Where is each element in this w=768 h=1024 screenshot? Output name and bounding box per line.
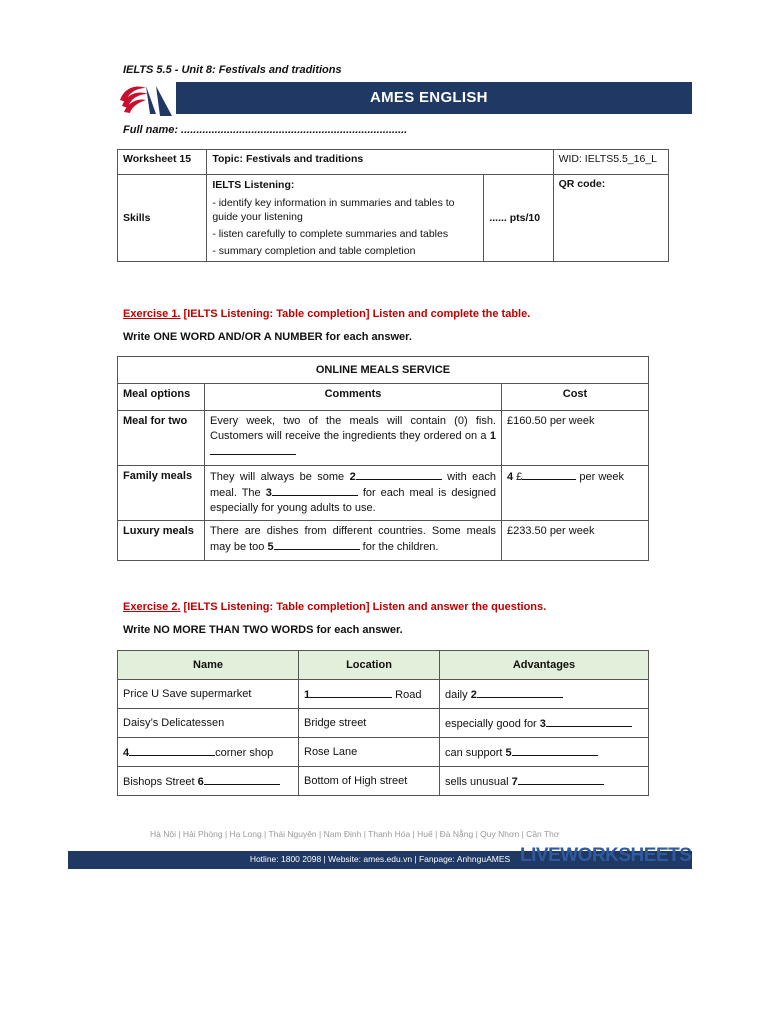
exercise-1-title [123,304,530,322]
advantage-text: especially good for [445,718,540,730]
location-text: Road [392,689,422,701]
column-header: Location [299,651,440,680]
comment-text: for each meal is designed especially for young adults to use. [210,487,496,514]
online-meals-table [117,356,649,561]
shop-name: Price U Save supermarket [118,680,299,709]
question-number: 4 [507,471,514,483]
brand-name: AMES ENGLISH [370,89,488,106]
footer-contact: Hotline: 1800 2098 | Website: ames.edu.vn | Fanpage: AnhnguAMES [249,854,511,864]
comment-text: for the children. [359,541,439,553]
cost-cell [502,466,649,521]
exercise-2-instruction: Write NO MORE THAN TWO WORDS for each answer. [123,624,403,636]
comment-text: Every week, two of the meals will contain (0) fish. Customers will receive the ingredients they ordered on a [210,415,496,442]
question-number: 5 [505,747,512,759]
table-row [118,521,649,561]
ames-logo-icon [116,80,174,118]
question-number: 2 [349,471,356,483]
column-header: Cost [502,384,649,411]
answer-blank-ex2-2[interactable] [477,687,563,698]
liveworksheets-watermark: LIVEWORKSHEETS [520,845,692,866]
question-number: 6 [197,776,204,788]
shops-table [117,650,649,796]
table-row [118,738,649,767]
table-row [118,709,649,738]
comment-cell [205,411,502,466]
advantage-text: daily [445,689,471,701]
skills-cell [207,175,484,262]
location-cell [299,680,440,709]
location-cell: Bottom of High street [299,767,440,796]
question-number: 7 [511,776,518,788]
question-number: 3 [539,718,546,730]
advantage-text: sells unusual [445,776,512,788]
advantage-cell [440,680,649,709]
table-row [118,767,649,796]
comment-cell [205,521,502,561]
skill-item: - identify key information in summaries and tables to guide your listening [212,197,455,223]
city-list: Hà Nội | Hải Phòng | Hạ Long | Thái Nguyên | Nam Định | Thanh Hóa | Huế | Đà Nẵng | Quy Nhơn | Cần Thơ [150,829,560,839]
exercise-1-instruction: Write ONE WORD AND/OR A NUMBER for each answer. [123,331,412,343]
answer-blank-ex2-6[interactable] [204,774,280,785]
answer-blank-3[interactable] [272,485,358,496]
skill-item: - listen carefully to complete summaries and tables [212,228,449,240]
column-header: Advantages [440,651,649,680]
shop-name [118,767,299,796]
skills-title: IELTS Listening: [212,179,295,191]
meal-option: Luxury meals [118,521,205,561]
exercise-1-number: Exercise 1. [123,308,181,320]
document-title: IELTS 5.5 - Unit 8: Festivals and traditions [123,64,342,76]
topic-cell: Topic: Festivals and traditions [207,150,553,175]
question-number: 1 [489,430,496,442]
answer-blank-ex2-4[interactable] [129,745,215,756]
location-cell: Bridge street [299,709,440,738]
table-row [118,411,649,466]
cost-text: per week [576,471,625,483]
points-cell[interactable]: ...... pts/10 [484,175,553,262]
comment-cell [205,466,502,521]
full-name-field[interactable]: Full name: .......................................................................... [123,124,408,136]
question-number: 5 [267,541,274,553]
answer-blank-ex2-1[interactable] [310,687,392,698]
answer-blank-ex2-5[interactable] [512,745,598,756]
worksheet-number: Worksheet 15 [118,150,207,175]
column-header: Comments [205,384,502,411]
answer-blank-ex2-7[interactable] [518,774,604,785]
column-header: Name [118,651,299,680]
column-header: Meal options [118,384,205,411]
qr-code-cell: QR code: [553,175,668,262]
cost-cell: £160.50 per week [502,411,649,466]
exercise-2-heading: [IELTS Listening: Table completion] Listen and answer the questions. [180,601,547,613]
location-cell: Rose Lane [299,738,440,767]
exercise-1-heading: [IELTS Listening: Table completion] Listen and complete the table. [180,308,531,320]
question-number: 4 [123,747,130,759]
comment-text: There are dishes from different countries. Some meals may be too [210,525,496,553]
advantage-cell [440,738,649,767]
advantage-cell [440,709,649,738]
worksheet-info-table [117,149,669,262]
meal-option: Family meals [118,466,205,521]
table-row [118,680,649,709]
exercise-2-number: Exercise 2. [123,601,181,613]
shop-name-text: corner shop [215,747,274,759]
comment-text: They will always be some [210,471,350,483]
comment-text: with each meal. The [210,471,496,499]
cost-cell: £233.50 per week [502,521,649,561]
answer-blank-5[interactable] [274,539,360,550]
wid-cell: WID: IELTS5.5_16_L [553,150,668,175]
skills-label: Skills [118,175,207,262]
shop-name [118,738,299,767]
cost-text: £ [513,471,523,483]
table-row [118,466,649,521]
answer-blank-1[interactable] [210,444,296,455]
question-number: 1 [304,689,311,701]
question-number: 2 [470,689,477,701]
meal-option: Meal for two [118,411,205,466]
exercise-2-title [123,597,546,615]
answer-blank-2[interactable] [356,469,442,480]
skill-item: - summary completion and table completion [212,245,416,257]
question-number: 3 [265,487,272,499]
shop-name: Daisy’s Delicatessen [118,709,299,738]
answer-blank-ex2-3[interactable] [546,716,632,727]
answer-blank-4[interactable] [522,469,576,480]
shop-name-text: Bishops Street [123,776,198,788]
table-title: ONLINE MEALS SERVICE [118,357,649,384]
advantage-text: can support [445,747,506,759]
advantage-cell [440,767,649,796]
